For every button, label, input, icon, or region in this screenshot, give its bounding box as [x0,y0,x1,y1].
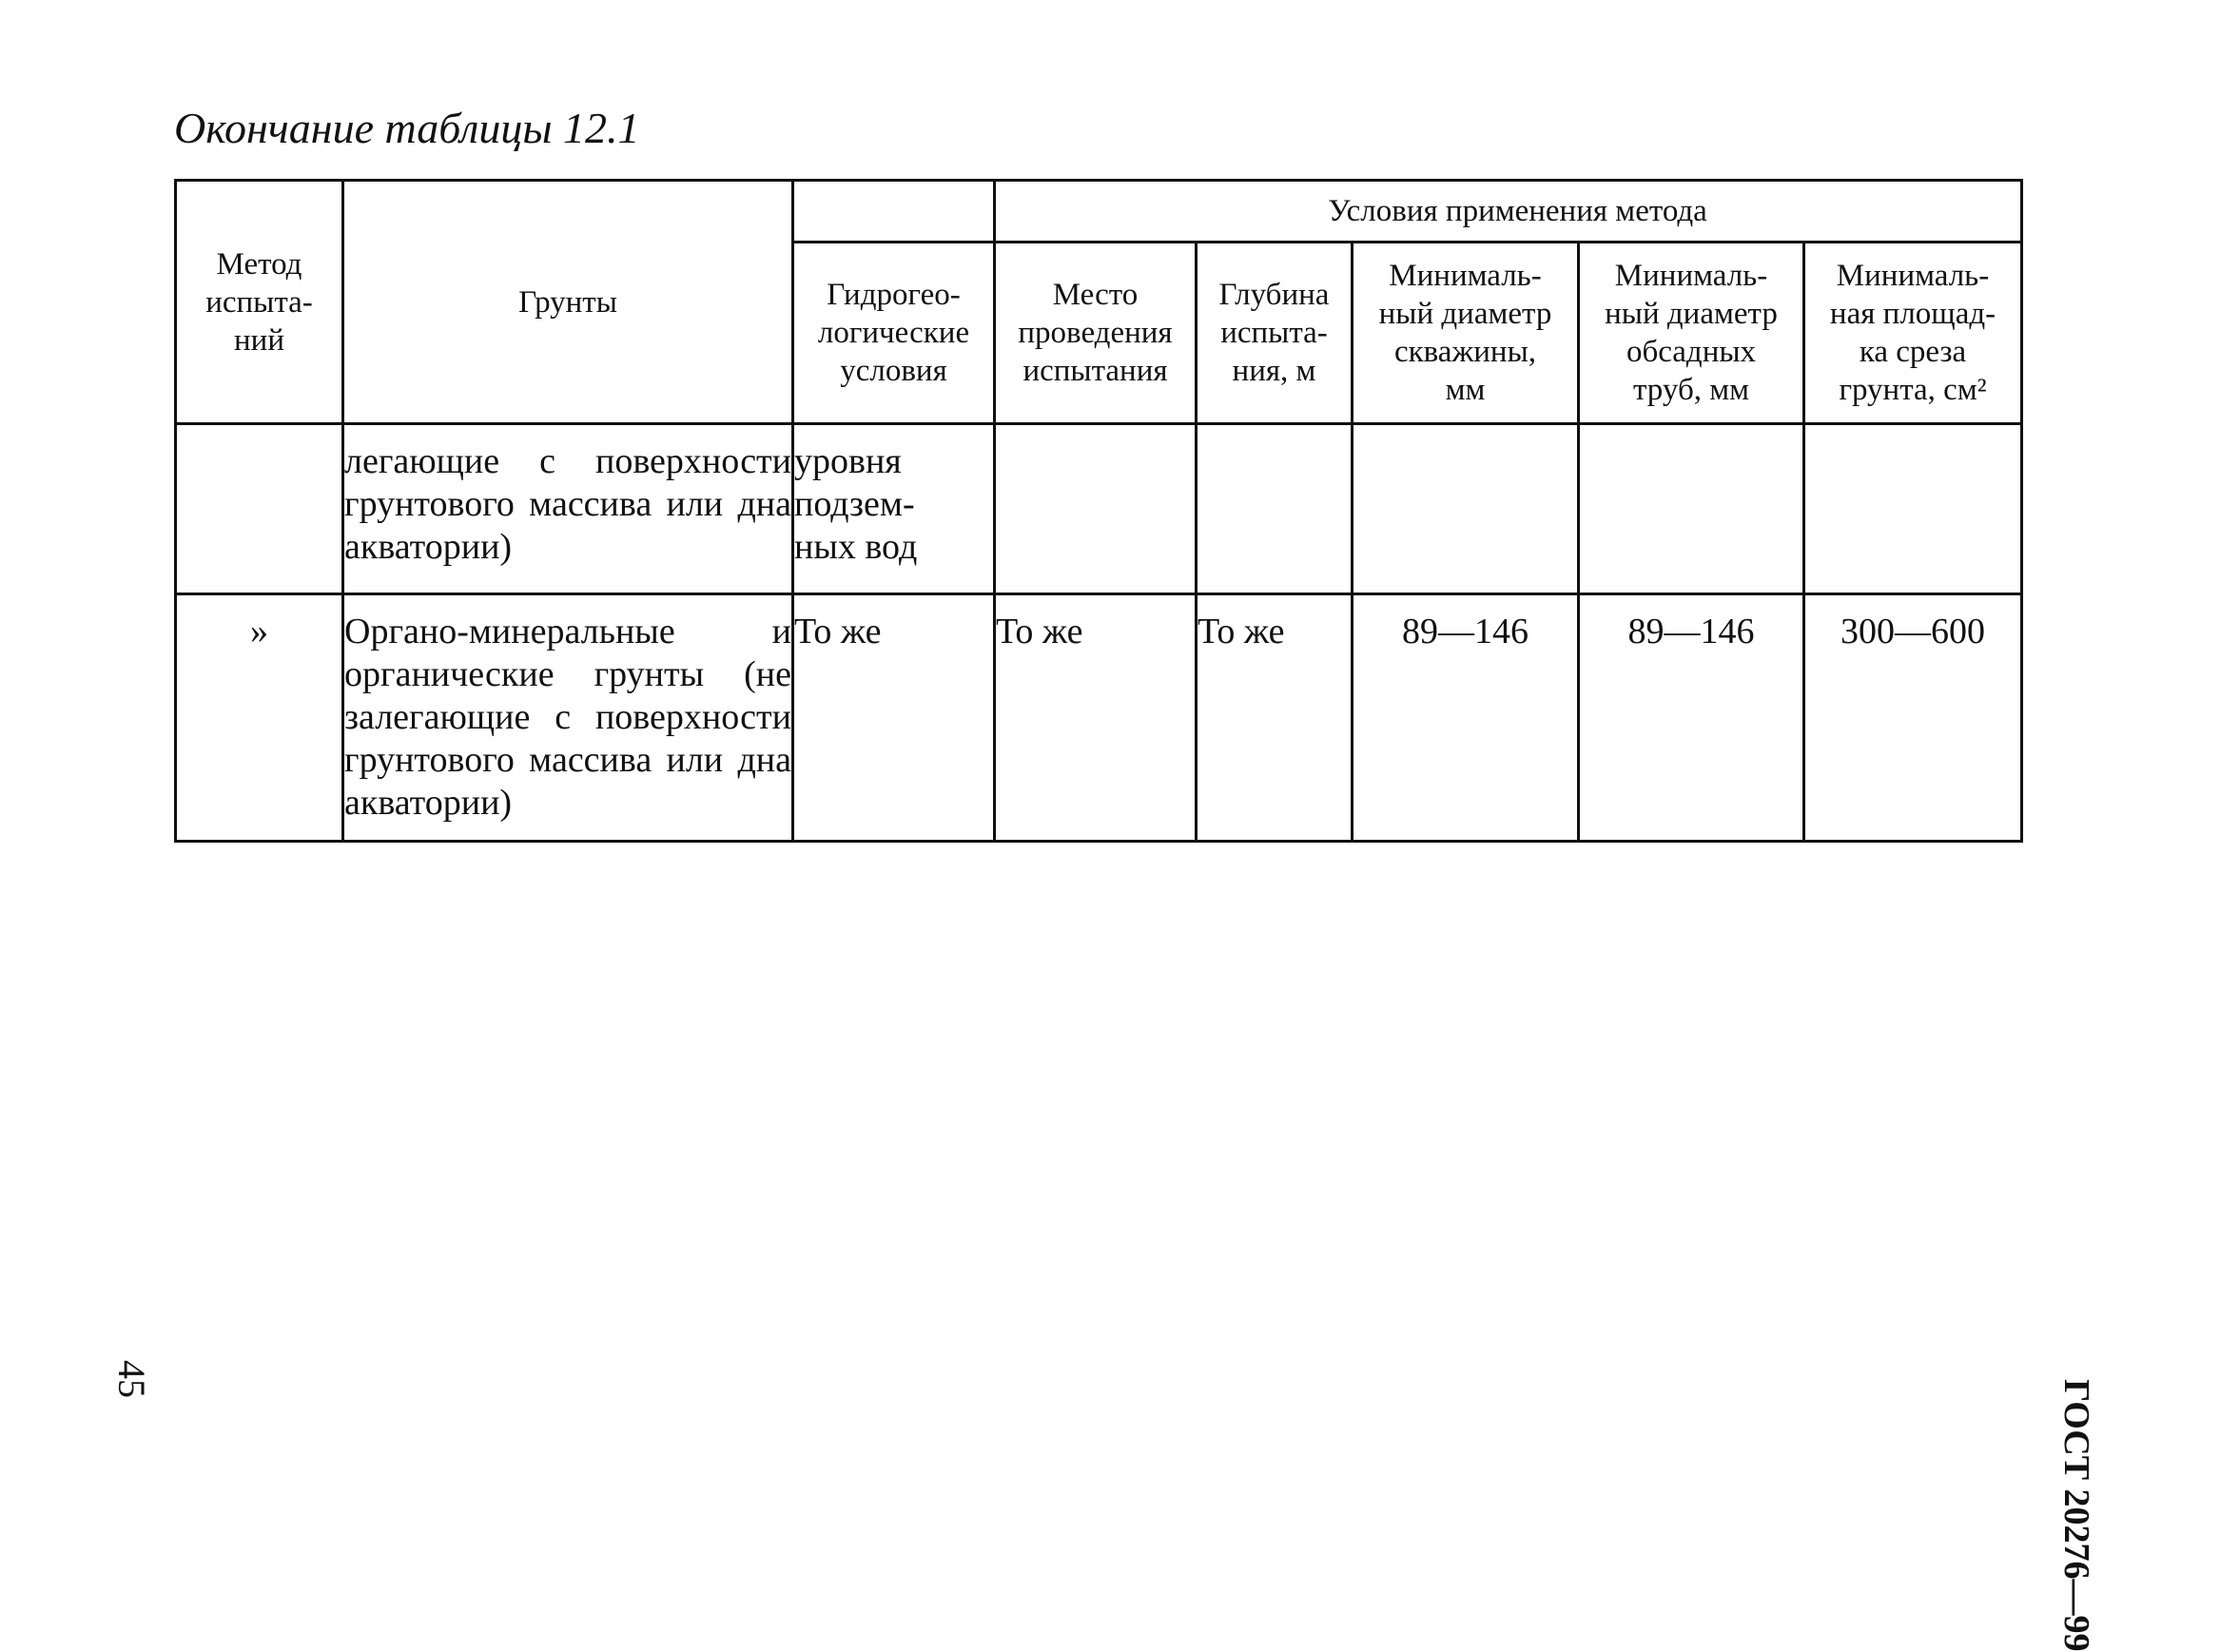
cell-soils: легающие с поверхности грунтового массива или дна акватории) [343,424,793,594]
page-number: 45 [110,1360,153,1398]
table-row [176,424,2022,594]
cell-depth [1197,424,1353,594]
cell-depth: То же [1197,594,1353,842]
cell-hydro: То же [793,594,995,842]
cell-soils: Органо-минеральные и органические грунты (не залегающие с поверхности грунтового массива или дна акватории) [343,594,793,842]
cell-place: То же [995,594,1197,842]
header-hydro: Гидрогео- логические условия [793,243,995,424]
cell-casing-diameter: 89—146 [1579,594,1804,842]
cell-casing-diameter [1579,424,1804,594]
cell-method: » [176,594,343,842]
cell-well-diameter: 89—146 [1353,594,1579,842]
header-casing-diameter: Минималь- ный диаметр обсадных труб, мм [1579,243,1804,424]
cell-method [176,424,343,594]
cell-hydro: уровня подзем- ных вод [793,424,995,594]
table-caption: Окончание таблицы 12.1 [174,104,640,152]
header-place: Место проведения испытания [995,243,1197,424]
header-conditions-group: Условия применения метода [995,181,2022,243]
data-table [174,179,2023,843]
cell-well-diameter [1353,424,1579,594]
header-soils: Грунты [343,181,793,424]
table-row [176,594,2022,842]
document-code-label: ГОСТ 20276—99 [2056,1379,2096,1652]
header-well-diameter: Минималь- ный диаметр скважины, мм [1353,243,1579,424]
header-depth: Глубина испыта- ния, м [1197,243,1353,424]
cell-shear-area: 300—600 [1804,594,2022,842]
header-row-1 [176,181,2022,243]
cell-shear-area [1804,424,2022,594]
header-empty [793,181,995,243]
header-method: Метод испыта- ний [176,181,343,424]
cell-place [995,424,1197,594]
header-shear-area: Минималь- ная площад- ка среза грунта, см² [1804,243,2022,424]
